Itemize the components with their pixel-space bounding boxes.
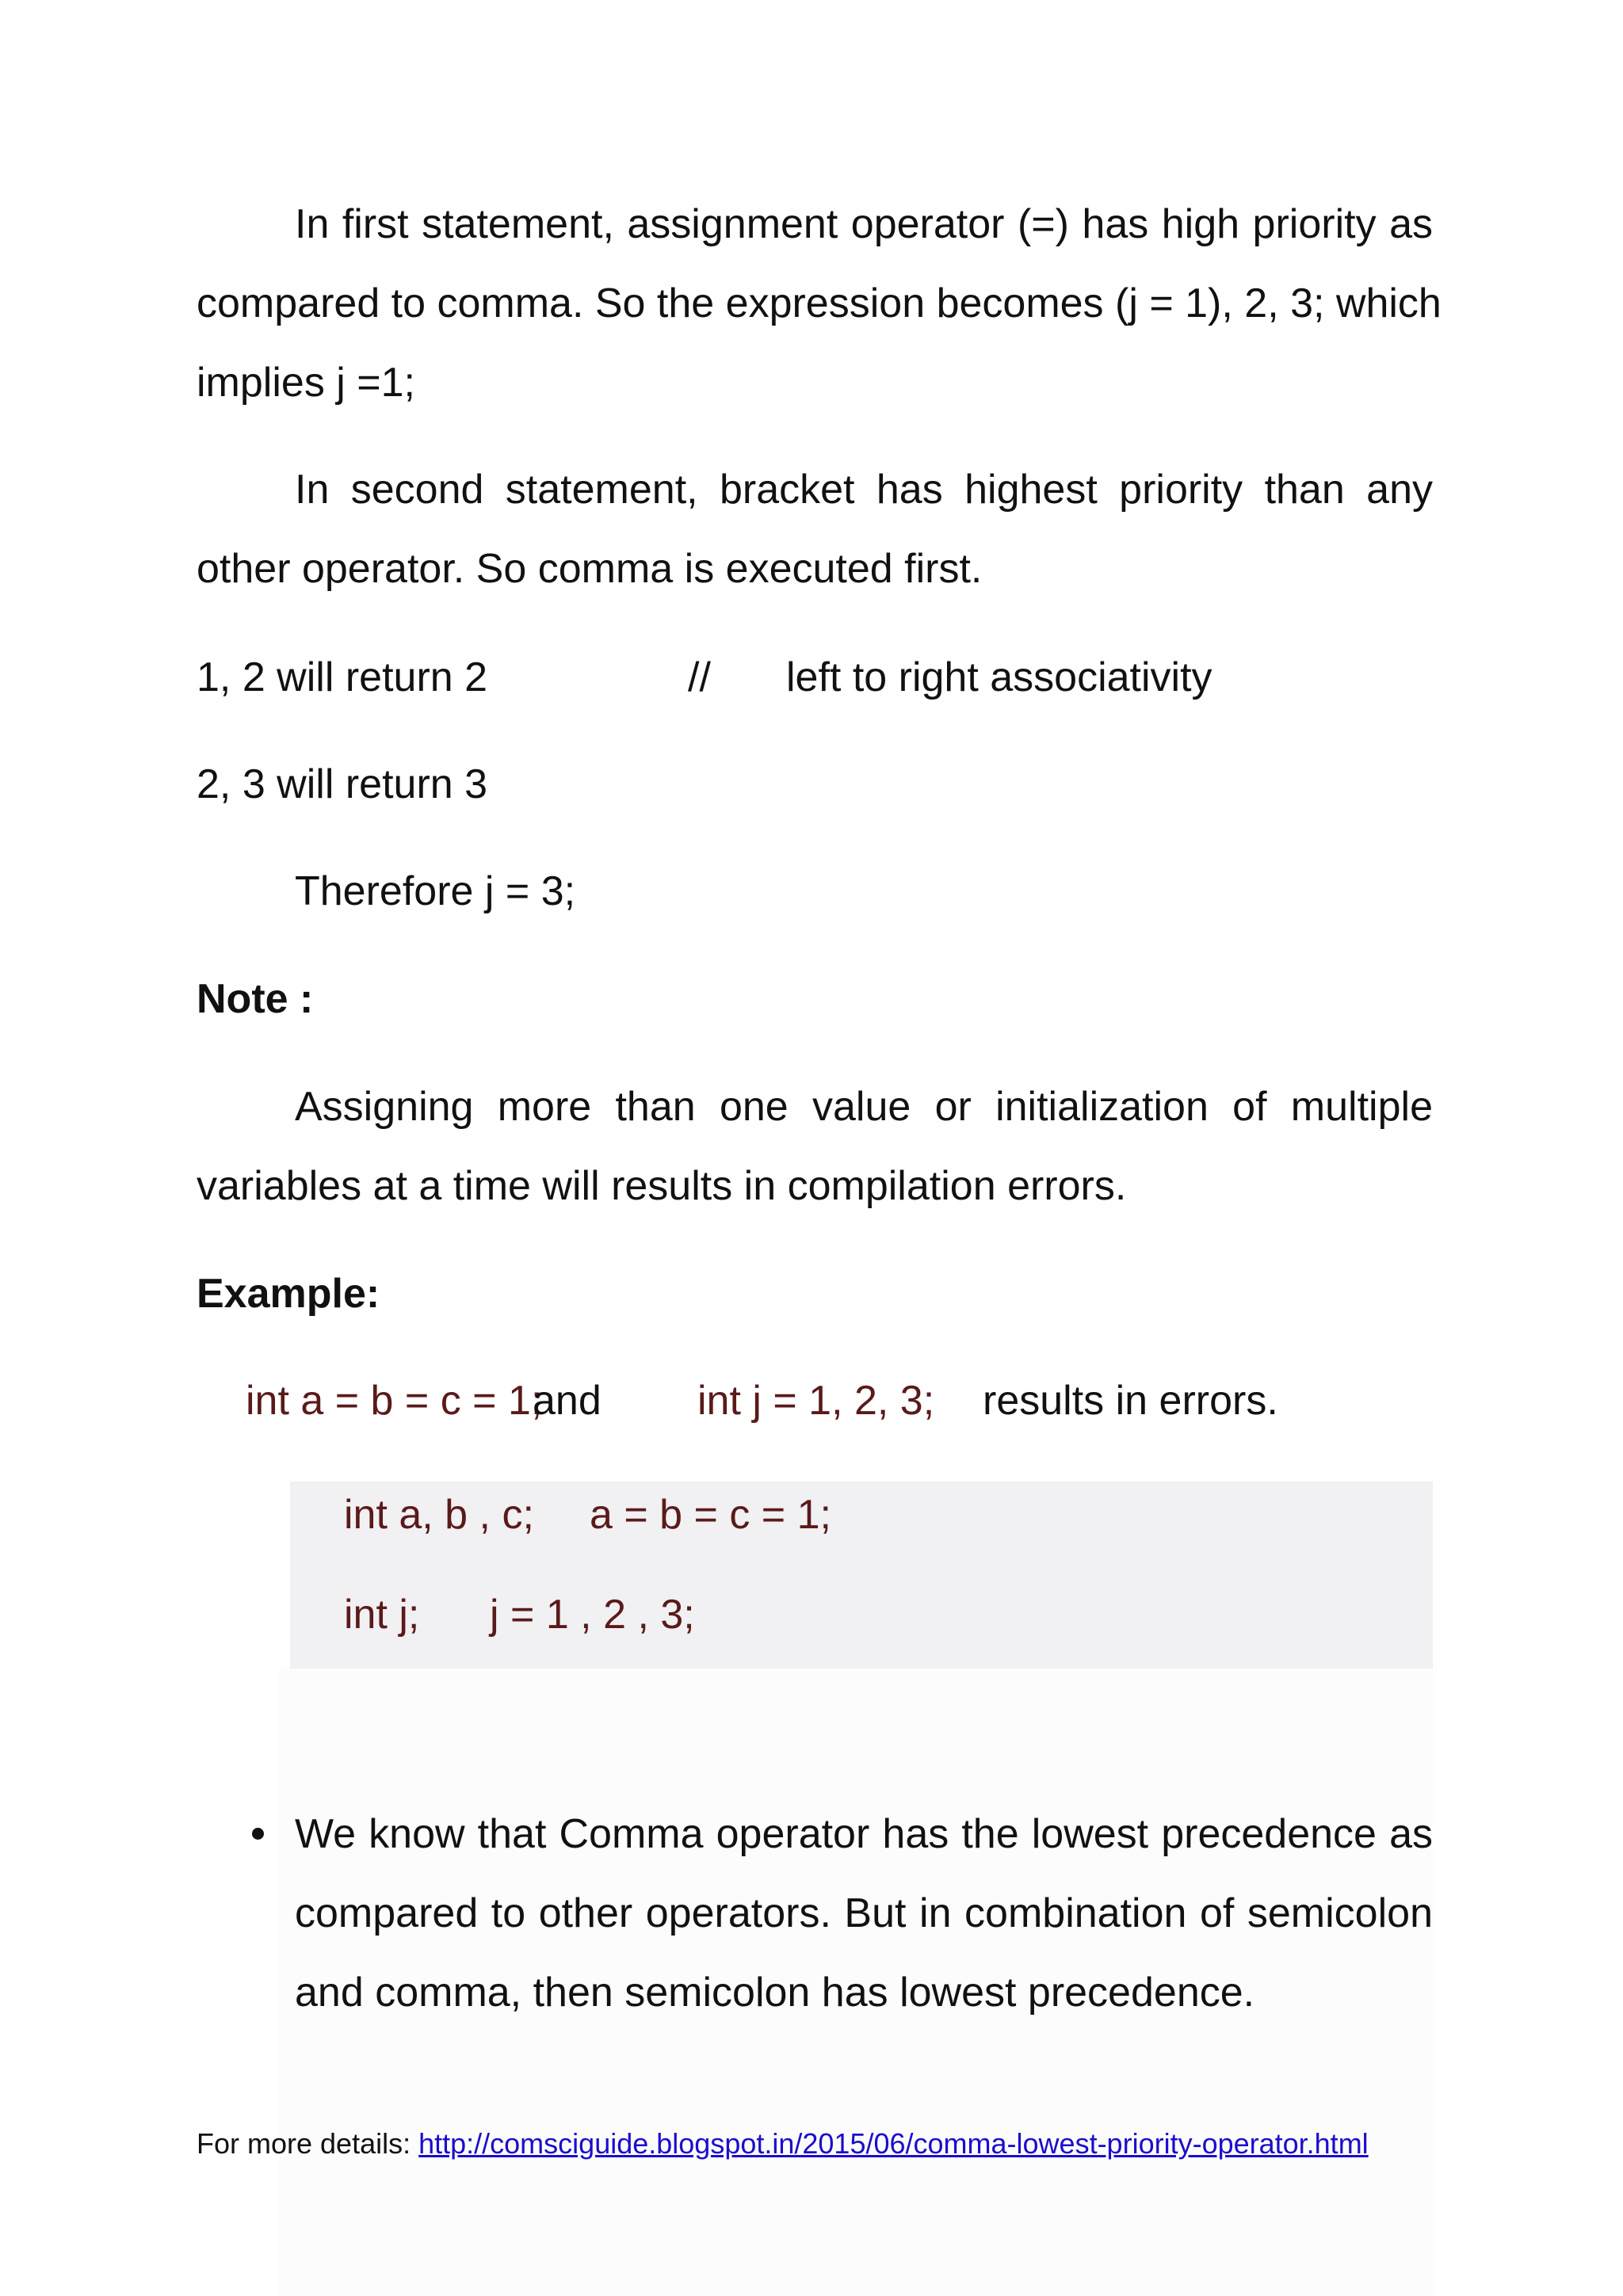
paragraph-2-line-1: In second statement, bracket has highest priority than any — [295, 467, 1433, 513]
paragraph-1-line-1: In first statement, assignment operator (=) has high priority as — [295, 201, 1433, 247]
footer — [197, 2128, 1369, 2160]
bullet-line-3: and comma, then semicolon has lowest precedence. — [295, 1970, 1255, 2016]
eval-line-1-right: left to right associativity — [786, 654, 1212, 700]
code-row-2-assign: j = 1 , 2 , 3; — [490, 1592, 695, 1638]
example-code-2: int j = 1, 2, 3; — [697, 1378, 935, 1424]
example-and: and — [533, 1378, 601, 1424]
example-heading: Example: — [197, 1271, 380, 1317]
bullet-icon — [252, 1828, 264, 1840]
code-block — [290, 1482, 1433, 1669]
footer-label: For more details: — [197, 2127, 411, 2160]
paragraph-1-line-2: compared to comma. So the expression becomes (j = 1), 2, 3; which — [197, 280, 1442, 326]
paragraph-1-line-3: implies j =1; — [197, 360, 415, 406]
paragraph-2-line-2: other operator. So comma is executed first. — [197, 546, 983, 592]
bullet-line-1: We know that Comma operator has the lowest precedence as — [295, 1811, 1433, 1857]
eval-line-2: 2, 3 will return 3 — [197, 761, 488, 807]
code-row-2-decl: int j; — [344, 1592, 420, 1638]
therefore-line: Therefore j = 3; — [295, 868, 576, 914]
code-row-1-assign: a = b = c = 1; — [590, 1492, 831, 1538]
note-line-1: Assigning more than one value or initialization of multiple — [295, 1084, 1433, 1130]
eval-line-1-comment: // — [688, 654, 711, 700]
example-code-1: int a = b = c = 1; — [246, 1378, 543, 1424]
eval-line-1-left: 1, 2 will return 2 — [197, 654, 488, 700]
code-row-1-decl: int a, b , c; — [344, 1492, 534, 1538]
note-line-2: variables at a time will results in compilation errors. — [197, 1163, 1127, 1209]
note-heading: Note : — [197, 976, 314, 1022]
example-result: results in errors. — [983, 1378, 1278, 1424]
bullet-line-2: compared to other operators. But in combination of semicolon — [295, 1890, 1433, 1936]
footer-link[interactable]: http://comsciguide.blogspot.in/2015/06/comma-lowest-priority-operator.html — [418, 2127, 1369, 2160]
